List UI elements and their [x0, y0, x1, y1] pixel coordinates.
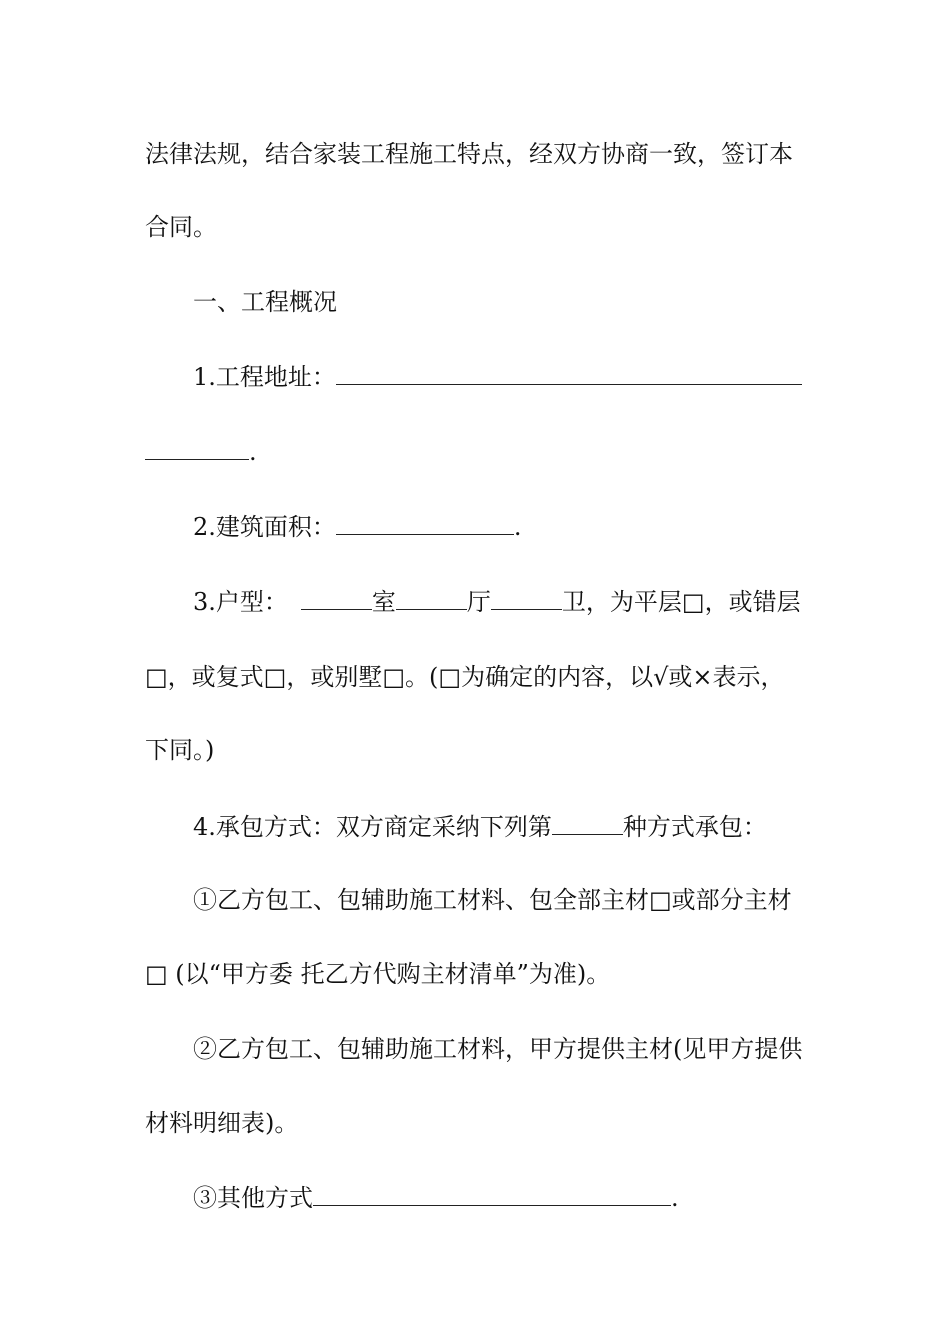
address-blank: [336, 362, 802, 385]
layout-label: 3.户型：: [193, 588, 288, 616]
paragraph-line: 下同。): [145, 736, 215, 764]
paragraph-line: 法律法规，结合家装工程施工特点，经双方协商一致，签订本: [145, 140, 793, 168]
method-end: 种方式承包：: [622, 813, 767, 841]
bath-label: 卫，为平层□，或错层: [561, 588, 801, 616]
item-contract-method: [193, 811, 810, 843]
area-end: .: [513, 513, 522, 541]
paragraph-line: □，或复式□，或别墅□。(□为确定的内容，以√或×表示，: [145, 663, 785, 691]
room-label: 室: [371, 588, 396, 616]
option-3: [193, 1182, 810, 1214]
option-1: ①乙方包工、包辅助施工材料、包全部主材□或部分主材: [193, 886, 792, 914]
hall-blank: [396, 587, 467, 610]
option-2: ②乙方包工、包辅助施工材料，甲方提供主材(见甲方提供: [193, 1035, 803, 1063]
bath-blank: [491, 587, 562, 610]
item-area: [193, 511, 810, 543]
method-blank: [552, 812, 623, 835]
section-heading: 一、工程概况: [193, 288, 337, 316]
option-3-blank: [313, 1183, 671, 1206]
item-address: [193, 361, 810, 393]
option-3-end: .: [671, 1184, 679, 1212]
item-address-continued: [145, 436, 810, 468]
option-1-continued: □ (以“甲方委 托乙方代购主材清单”为准)。: [145, 960, 611, 988]
hall-label: 厅: [466, 588, 491, 616]
paragraph-line: 合同。: [145, 213, 217, 241]
room-blank: [301, 587, 372, 610]
option-3-label: ③其他方式: [193, 1184, 313, 1212]
area-blank: [336, 512, 514, 535]
address-end: .: [249, 438, 257, 466]
address-label: 1.工程地址：: [193, 363, 336, 391]
address-blank-continued: [145, 437, 249, 460]
option-2-continued: 材料明细表)。: [145, 1109, 299, 1137]
method-label: 4.承包方式：双方商定采纳下列第: [193, 813, 552, 841]
area-label: 2.建筑面积：: [193, 513, 336, 541]
item-layout: [193, 586, 810, 618]
